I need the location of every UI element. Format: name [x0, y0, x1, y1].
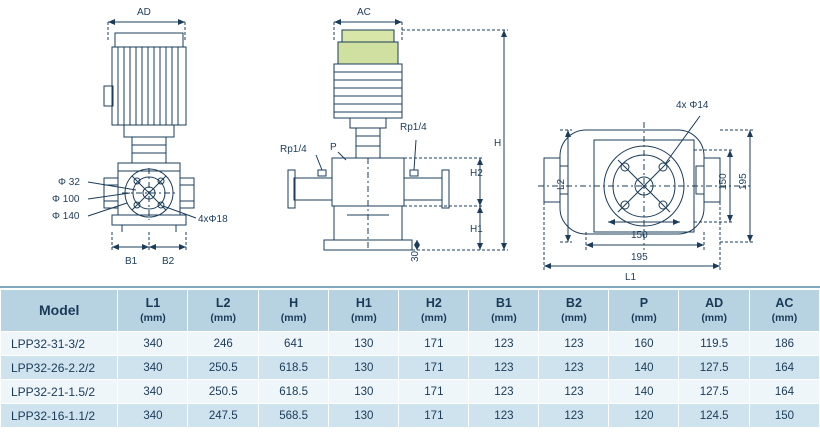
- column-label-b2: B2: [565, 296, 582, 311]
- column-header-ac: [749, 290, 819, 332]
- label-base-30: 30: [410, 250, 421, 262]
- column-unit-l2: (mm): [210, 311, 237, 324]
- label-ac: AC: [357, 7, 371, 18]
- column-header-h: [258, 290, 328, 332]
- middle-drawing-panel: [272, 0, 524, 285]
- column-header-model: [1, 290, 118, 332]
- column-label-ac: AC: [775, 296, 794, 311]
- column-label-h1: H1: [355, 296, 372, 311]
- column-label-h: H: [289, 296, 299, 311]
- cell-model: LPP32-26-2.2/2: [1, 356, 118, 380]
- cell-ad: 124.5: [679, 404, 749, 428]
- cell-p: 160: [609, 332, 679, 356]
- column-label-p: P: [639, 296, 649, 311]
- left-drawing-panel: [0, 0, 272, 285]
- cell-b2: 123: [539, 380, 609, 404]
- table-row: [1, 332, 820, 356]
- column-label-l2: L2: [215, 296, 231, 311]
- column-header-l1: [118, 290, 188, 332]
- cell-h1: 130: [329, 356, 399, 380]
- cell-h2: 171: [399, 332, 469, 356]
- cell-ad: 127.5: [679, 356, 749, 380]
- cell-p: 120: [609, 404, 679, 428]
- cell-b1: 123: [469, 356, 539, 380]
- cell-ac: 164: [749, 356, 819, 380]
- cell-ad: 127.5: [679, 380, 749, 404]
- column-unit-h2: (mm): [421, 311, 447, 324]
- right-drawing-panel: [524, 0, 820, 285]
- table-body: [1, 332, 820, 428]
- cell-l2: 250.5: [188, 380, 258, 404]
- cell-p: 140: [609, 356, 679, 380]
- cell-h: 568.5: [258, 404, 328, 428]
- cell-l2: 246: [188, 332, 258, 356]
- label-b2: B2: [162, 256, 175, 267]
- cell-l1: 340: [118, 332, 188, 356]
- table-top-rule: [0, 286, 820, 288]
- label-ad: AD: [137, 7, 151, 18]
- cell-l2: 250.5: [188, 356, 258, 380]
- cell-ac: 150: [749, 404, 819, 428]
- cell-h1: 130: [329, 332, 399, 356]
- column-header-b1: [469, 290, 539, 332]
- cell-ad: 119.5: [679, 332, 749, 356]
- cell-model: LPP32-16-1.1/2: [1, 404, 118, 428]
- column-header-p: [609, 290, 679, 332]
- cell-b2: 123: [539, 404, 609, 428]
- label-dim-195-vertical: 195: [738, 173, 749, 190]
- label-h1: H1: [470, 224, 483, 235]
- label-phi-100: Φ 100: [52, 194, 80, 205]
- column-unit-b2: (mm): [561, 311, 587, 324]
- cell-b1: 123: [469, 332, 539, 356]
- label-b1: B1: [125, 256, 138, 267]
- table-row: [1, 380, 820, 404]
- column-unit-h: (mm): [280, 311, 307, 324]
- label-h2: H2: [470, 168, 483, 179]
- column-header-h1: [329, 290, 399, 332]
- cell-b1: 123: [469, 380, 539, 404]
- label-phi-140: Φ 140: [52, 211, 80, 222]
- table-header-row: [1, 290, 820, 332]
- cell-b2: 123: [539, 332, 609, 356]
- column-unit-p: (mm): [631, 311, 657, 324]
- column-header-b2: [539, 290, 609, 332]
- cell-ac: 186: [749, 332, 819, 356]
- label-dim-150-horizontal: 150: [631, 230, 648, 241]
- column-header-l2: [188, 290, 258, 332]
- label-4x-phi-18: 4xΦ18: [198, 214, 228, 225]
- column-label-b1: B1: [495, 296, 512, 311]
- cell-ac: 164: [749, 380, 819, 404]
- table-row: [1, 356, 820, 380]
- cell-h1: 130: [329, 380, 399, 404]
- label-l1: L1: [625, 272, 637, 283]
- column-unit-l1: (mm): [140, 311, 166, 324]
- table-head: [1, 290, 820, 332]
- label-p: P: [330, 142, 337, 153]
- column-label-ad: AD: [705, 296, 724, 311]
- cell-b2: 123: [539, 356, 609, 380]
- column-label-h2: H2: [425, 296, 442, 311]
- label-rp14-right: Rp1/4: [400, 122, 427, 133]
- cell-l2: 247.5: [188, 404, 258, 428]
- label-dim-195-horizontal: 195: [631, 252, 648, 263]
- cell-b1: 123: [469, 404, 539, 428]
- column-unit-b1: (mm): [491, 311, 517, 324]
- cell-h2: 171: [399, 356, 469, 380]
- cell-h: 618.5: [258, 380, 328, 404]
- cell-h2: 171: [399, 404, 469, 428]
- label-dim-150-vertical: 150: [718, 173, 729, 190]
- cell-model: LPP32-31-3/2: [1, 332, 118, 356]
- column-label-model: Model: [39, 301, 80, 318]
- cell-h2: 171: [399, 380, 469, 404]
- column-header-h2: [399, 290, 469, 332]
- column-header-ad: [679, 290, 749, 332]
- label-rp14-left: Rp1/4: [280, 144, 307, 155]
- column-unit-h1: (mm): [351, 311, 377, 324]
- cell-h: 618.5: [258, 356, 328, 380]
- specification-table-wrap: [0, 289, 820, 428]
- label-l2: L2: [556, 178, 567, 190]
- column-label-l1: L1: [145, 296, 161, 311]
- label-4x-phi-14: 4x Φ14: [676, 100, 709, 111]
- cell-p: 140: [609, 380, 679, 404]
- cell-model: LPP32-21-1.5/2: [1, 380, 118, 404]
- label-h: H: [494, 138, 502, 149]
- cell-l1: 340: [118, 356, 188, 380]
- cell-l1: 340: [118, 404, 188, 428]
- column-unit-ad: (mm): [701, 311, 727, 324]
- cell-l1: 340: [118, 380, 188, 404]
- label-phi-32: Φ 32: [58, 177, 80, 188]
- column-unit-ac: (mm): [771, 311, 798, 324]
- cell-h: 641: [258, 332, 328, 356]
- table-row: [1, 404, 820, 428]
- cell-h1: 130: [329, 404, 399, 428]
- specification-table: [0, 289, 820, 428]
